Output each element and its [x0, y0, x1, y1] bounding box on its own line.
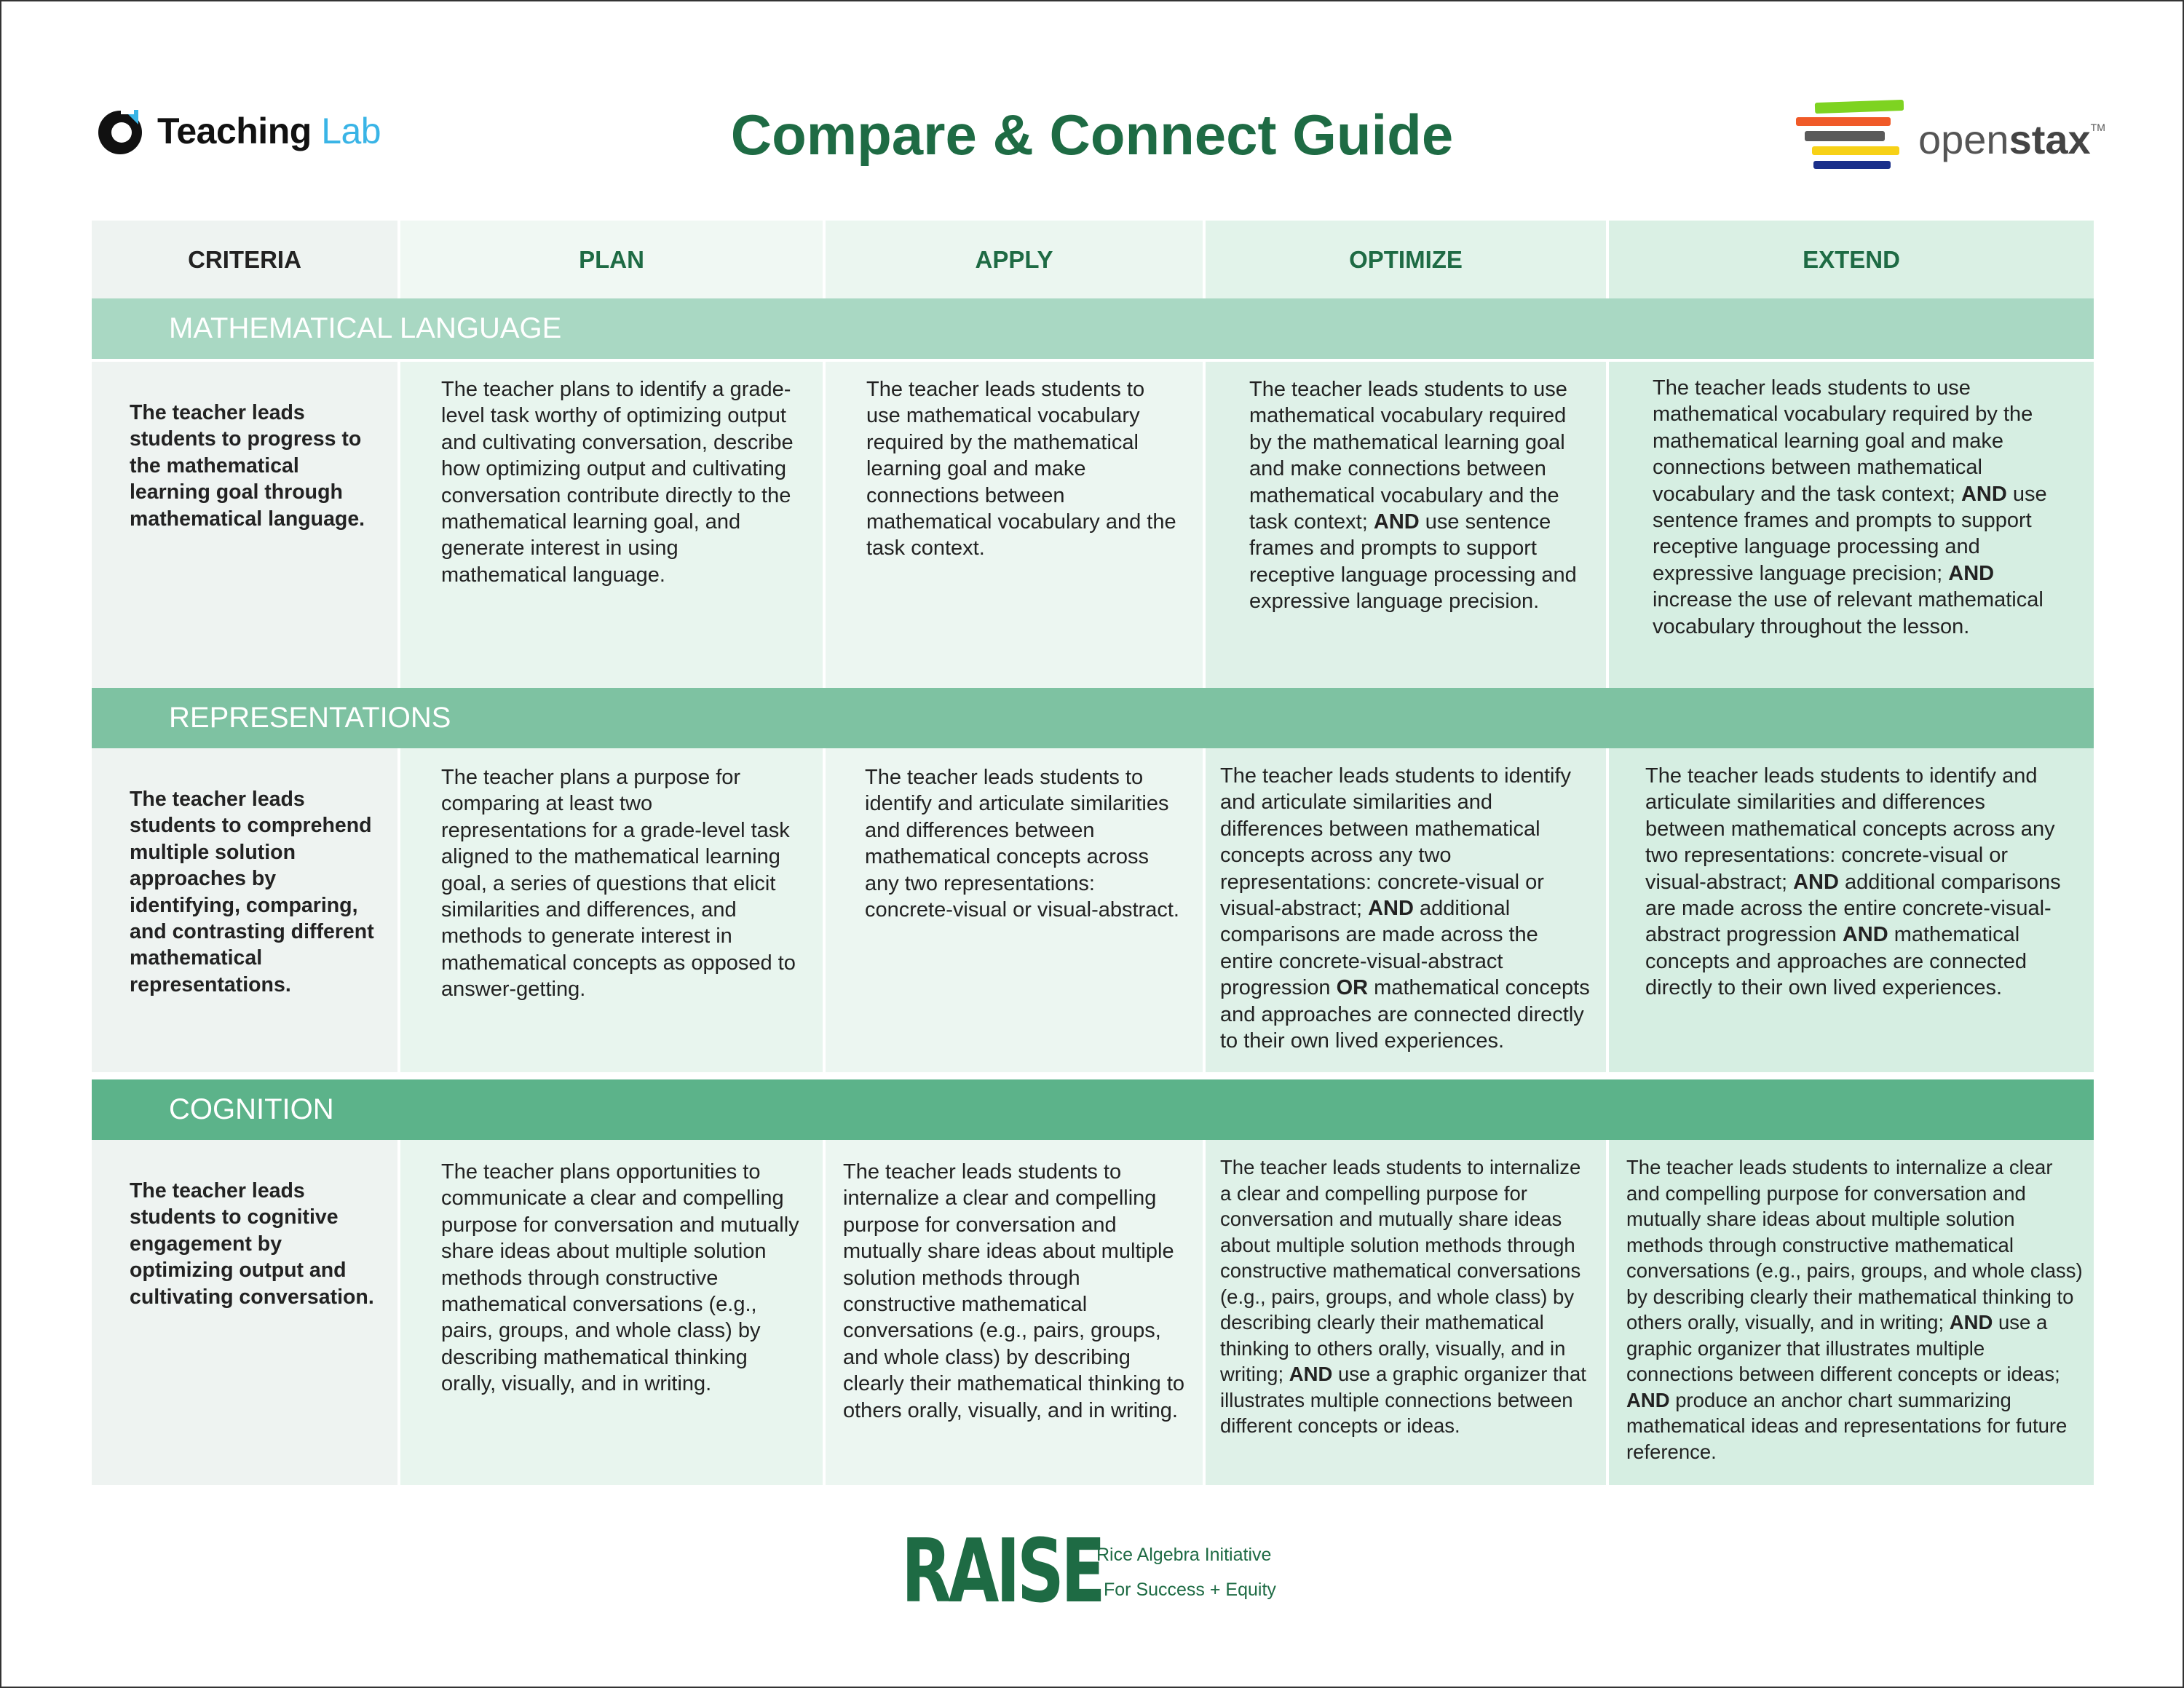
- raise-tagline-2: For Success + Equity: [1104, 1580, 1276, 1600]
- col-header-plan: PLAN: [400, 221, 823, 298]
- apply-cell: The teacher leads students to use mathematical vocabulary required by the mathematical learning goal and make connections between mathematical vocabulary and the task context.: [826, 362, 1203, 899]
- openstax-logo: [1795, 98, 2108, 178]
- optimize-cell: The teacher leads students to internalize a clear and compelling purpose for conversation and mutually share ideas about multiple solution methods through constructive mathematical conversations (e.g., pairs, groups, and whole class) by describing clearly their mathematical thinking to others orally, visually, and in writing; AND use a graphic organizer that illustrates multiple connections between different concepts or ideas.: [1206, 1140, 1606, 1485]
- extend-cell: The teacher leads students to internalize a clear and compelling purpose for conversation and mutually share ideas about multiple solution methods through constructive mathematical conversations (e.g., pairs, groups, and whole class) by describing clearly their mathematical thinking to others orally, visually, and in writing; AND use a graphic organizer that illustrates multiple connections between different concepts or ideas; AND produce an anchor chart summarizing mathematical ideas and representations for future reference.: [1609, 1140, 2094, 1485]
- apply-cell: The teacher leads students to internalize a clear and compelling purpose for conversation and mutually share ideas about multiple solution methods through constructive mathematical conversations (e.g., pairs, groups, and whole class) by describing clearly their mathematical thinking to others orally, visually, and in writing.: [826, 1140, 1203, 1485]
- teaching-lab-wordmark: Teaching Lab: [157, 111, 381, 151]
- extend-cell: The teacher leads students to identify and articulate similarities and differences between mathematical concepts across any two representations: concrete-visual or visual-abstract; AND additional comparisons are made across the entire concrete-visual-abstract progression AND mathematical concepts and approaches are connected directly to their own lived experiences.: [1609, 748, 2094, 1072]
- col-header-optimize: OPTIMIZE: [1206, 221, 1606, 298]
- optimize-cell: The teacher leads students to identify and articulate similarities and differences between mathematical concepts across any two representations: concrete-visual or visual-abstract; AND additional comparisons are made across the entire concrete-visual-abstract progression OR mathematical concepts and approaches are connected directly to their own lived experiences.: [1206, 748, 1606, 1072]
- col-header-apply: APPLY: [826, 221, 1203, 298]
- section-band-mathematical-language: MATHEMATICAL LANGUAGE: [92, 298, 2094, 359]
- apply-cell: The teacher leads students to identify and articulate similarities and differences between mathematical concepts across any two representations: concrete-visual or visual-abstract.: [826, 748, 1203, 1072]
- section-band-representations: REPRESENTATIONS: [92, 688, 2094, 748]
- raise-footer: [901, 1521, 1276, 1622]
- extend-cell: The teacher leads students to use mathematical vocabulary required by the mathematical learning goal and make connections between mathematical vocabulary and the task context; AND use sentence frames and prompts to support receptive language processing and expressive language precision; AND increase the use of relevant mathematical vocabulary throughout the lesson.: [1609, 362, 2094, 899]
- optimize-cell: The teacher leads students to use mathematical vocabulary required by the mathematical learning goal and make connections between mathematical vocabulary and the task context; AND use sentence frames and prompts to support receptive language processing and expressive language precision.: [1206, 362, 1606, 899]
- col-header-extend: EXTEND: [1609, 221, 2094, 298]
- section-band-cognition: COGNITION: [92, 1079, 2094, 1140]
- col-header-criteria: CRITERIA: [92, 221, 397, 298]
- criteria-cell: The teacher leads students to comprehend multiple solution approaches by identifying, comparing, and contrasting different mathematical representations.: [92, 748, 397, 1072]
- openstax-wordmark: openstax™: [1918, 116, 2105, 162]
- criteria-cell: The teacher leads students to cognitive engagement by optimizing output and cultivating conversation.: [92, 1140, 397, 1485]
- openstax-books-icon: [1795, 98, 1904, 178]
- raise-tagline-1: Rice Algebra Initiative: [1096, 1545, 1272, 1565]
- criteria-cell: The teacher leads students to progress to the mathematical learning goal through mathematical language.: [92, 362, 397, 899]
- plan-cell: The teacher plans opportunities to communicate a clear and compelling purpose for conversation and mutually share ideas about multiple solution methods through constructive mathematical conversations (e.g., pairs, groups, and whole class) by describing mathematical thinking orally, visually, and in writing.: [400, 1140, 823, 1485]
- plan-cell: The teacher plans to identify a grade-level task worthy of optimizing output and cultivating conversation, describe how optimizing output and cultivating conversation contribute directly to the mathematical learning goal, and generate interest in using mathematical language.: [400, 362, 823, 899]
- plan-cell: The teacher plans a purpose for comparing at least two representations for a grade-level task aligned to the mathematical learning goal, a series of questions that elicit similarities and differences, and methods to generate interest in mathematical concepts as opposed to answer-getting.: [400, 748, 823, 1072]
- raise-brand: RAISE: [901, 1521, 1103, 1622]
- page-title: Compare & Connect Guide: [730, 103, 1454, 167]
